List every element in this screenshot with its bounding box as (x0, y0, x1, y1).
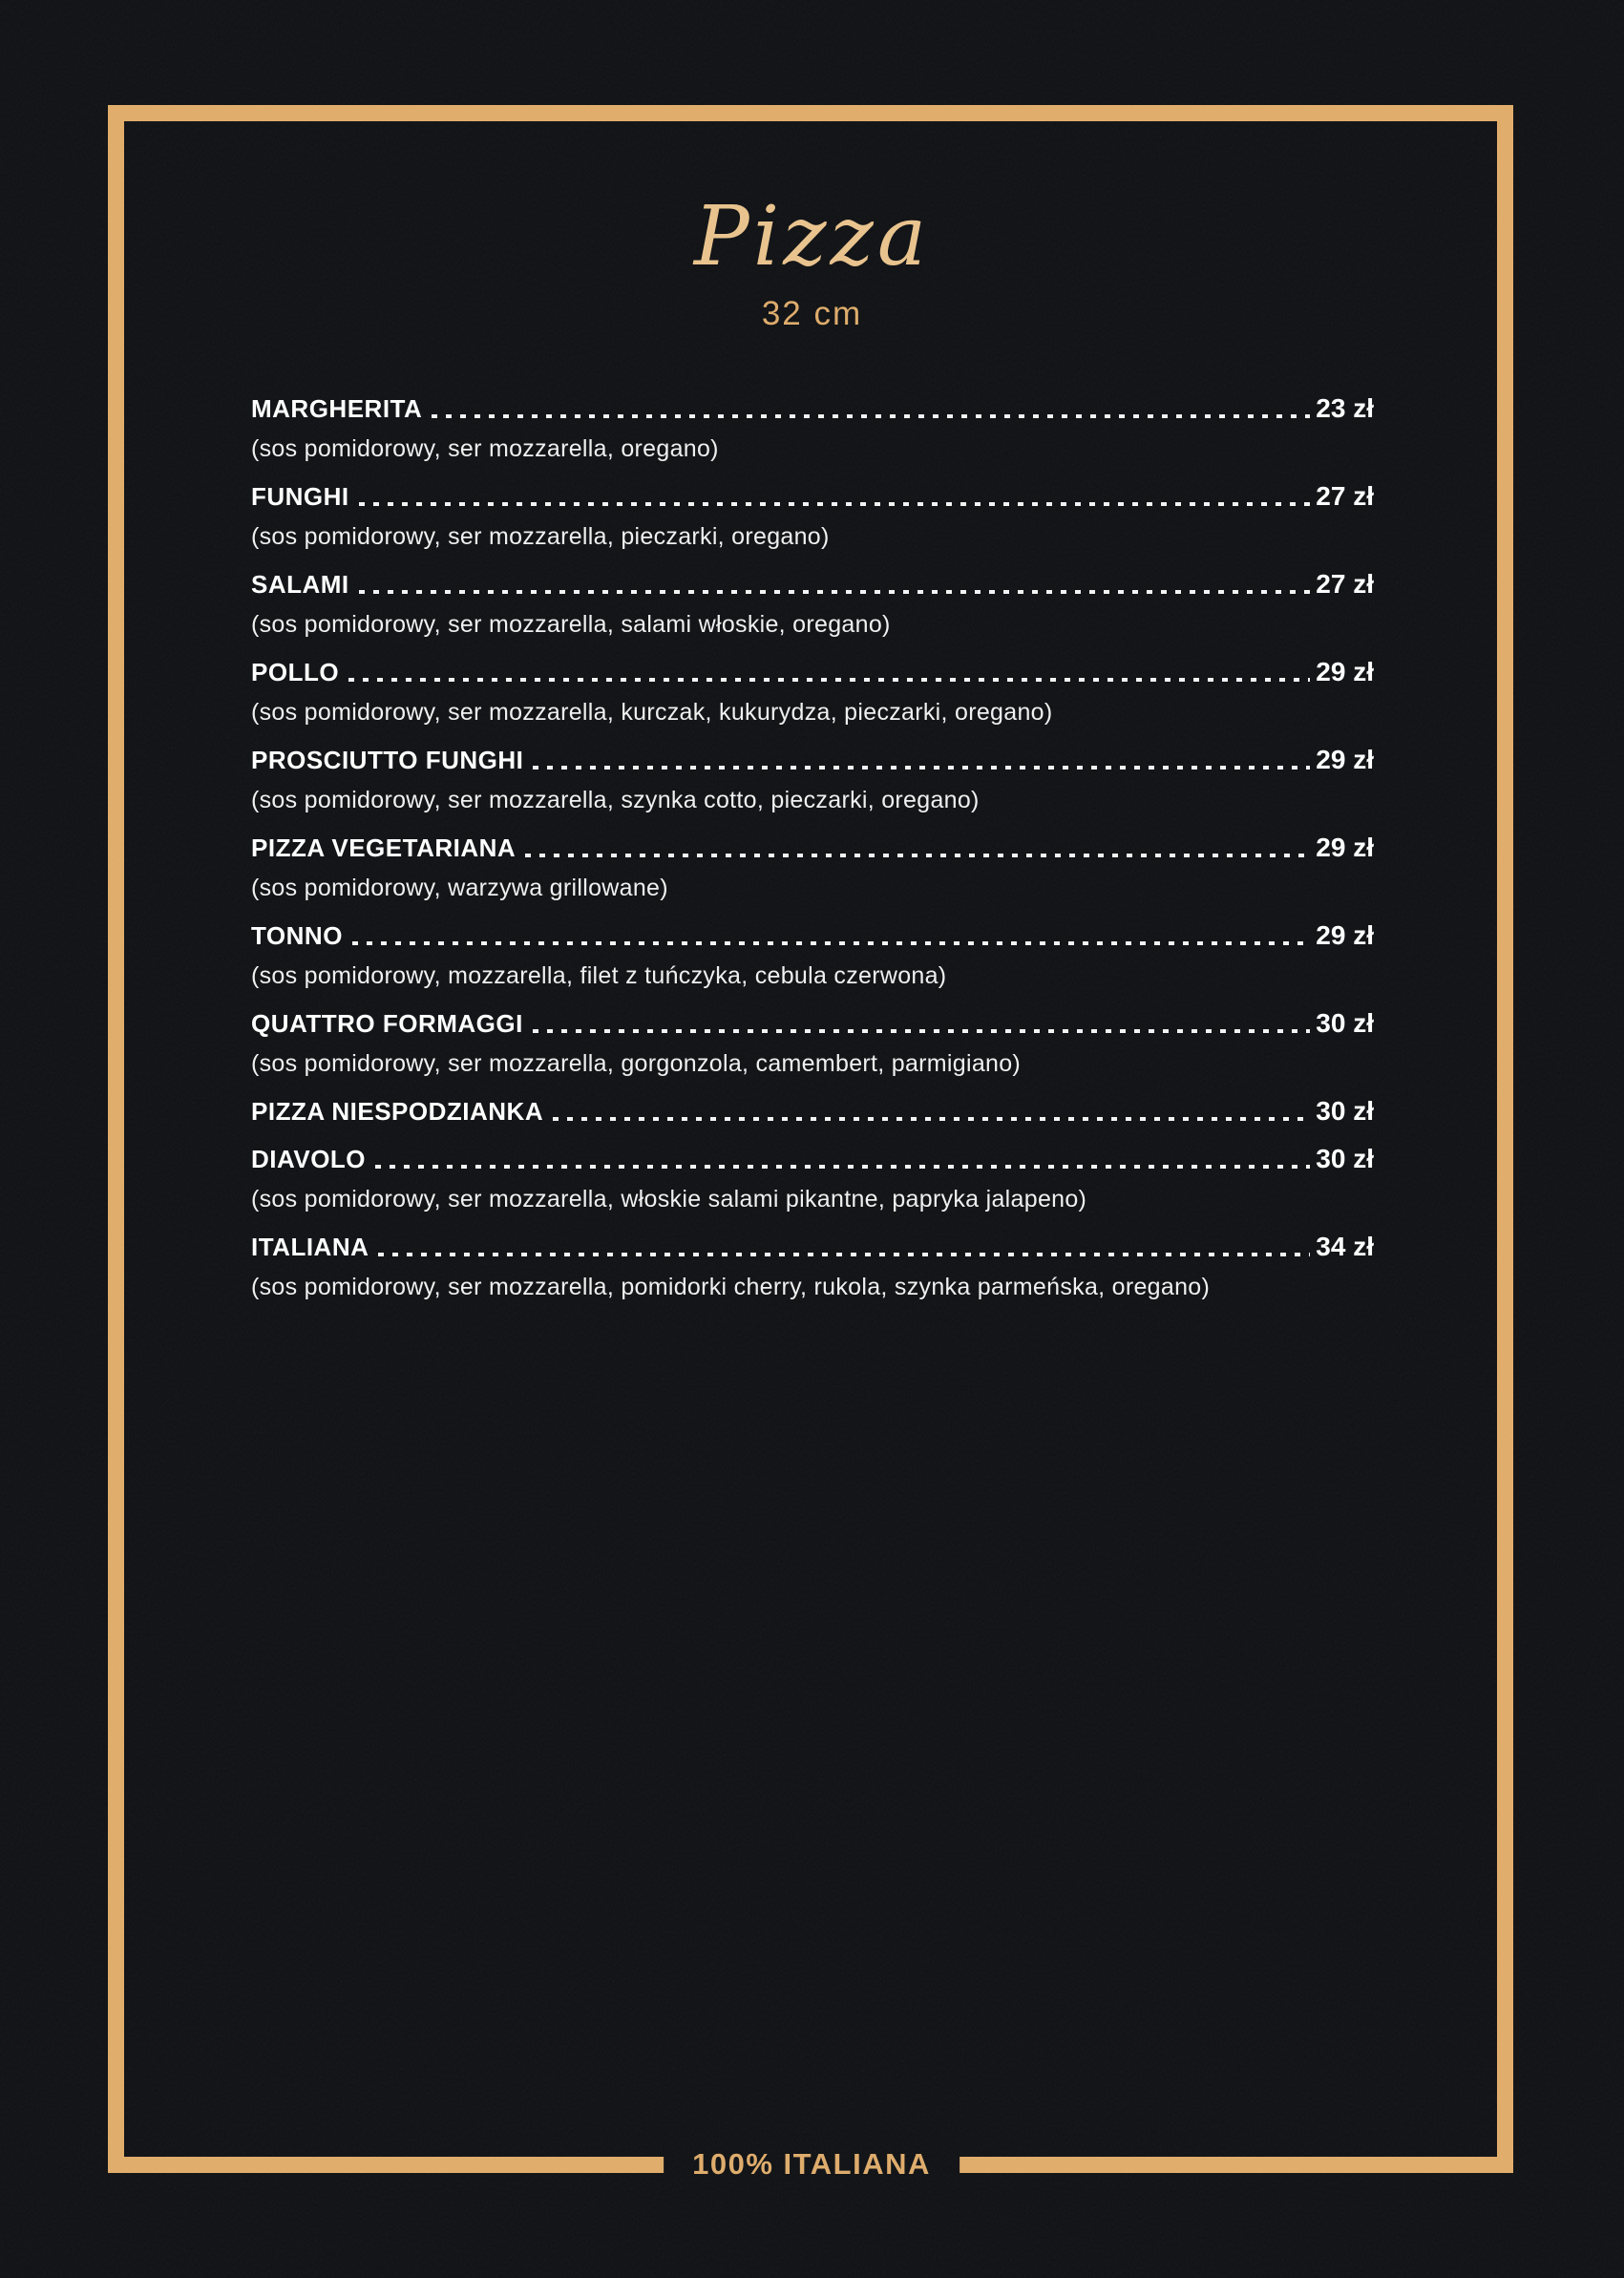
item-description: (sos pomidorowy, warzywa grillowane) (251, 875, 668, 901)
dotted-leader (553, 1117, 1310, 1121)
item-price: 30 zł (1316, 1008, 1374, 1038)
dotted-leader (348, 678, 1310, 682)
item-price: 23 zł (1316, 393, 1374, 423)
footer-slogan: 100% ITALIANA (664, 2140, 960, 2189)
item-name: MARGHERITA (251, 394, 423, 423)
dotted-leader (359, 590, 1311, 594)
dotted-leader (352, 941, 1310, 945)
menu-item (251, 917, 1374, 995)
menu-item-row (251, 1092, 1374, 1130)
item-name: ITALIANA (251, 1233, 369, 1261)
menu-item-row (251, 565, 1374, 603)
menu-item-row (251, 1004, 1374, 1043)
item-name: TONNO (251, 921, 343, 950)
item-description: (sos pomidorowy, ser mozzarella, pieczarki, oregano) (251, 523, 830, 550)
dotted-leader (533, 766, 1310, 770)
item-price: 27 zł (1316, 481, 1374, 511)
menu-item (251, 1140, 1374, 1218)
menu-header (0, 189, 1624, 333)
menu-item-row (251, 741, 1374, 779)
dotted-leader (432, 414, 1310, 418)
item-description: (sos pomidorowy, ser mozzarella, salami włoskie, oregano) (251, 611, 891, 638)
item-description: (sos pomidorowy, ser mozzarella, włoskie salami pikantne, papryka jalapeno) (251, 1186, 1087, 1213)
pizza-size-label: 32 cm (761, 295, 863, 332)
menu-item (251, 653, 1374, 731)
item-price: 29 zł (1316, 745, 1374, 774)
menu-item-row (251, 390, 1374, 428)
item-price: 30 zł (1316, 1144, 1374, 1173)
item-description: (sos pomidorowy, ser mozzarella, szynka cotto, pieczarki, oregano) (251, 787, 980, 813)
page-title: Pizza (693, 189, 931, 285)
item-price: 30 zł (1316, 1096, 1374, 1126)
item-name: FUNGHI (251, 482, 349, 511)
menu-item (251, 1228, 1374, 1306)
item-name: QUATTRO FORMAGGI (251, 1009, 523, 1038)
menu-item (251, 477, 1374, 556)
item-price: 29 zł (1316, 657, 1374, 686)
menu-item-row (251, 653, 1374, 691)
menu-item (251, 741, 1374, 819)
item-description: (sos pomidorowy, ser mozzarella, oregano) (251, 435, 719, 462)
menu-item (251, 1004, 1374, 1083)
dotted-leader (378, 1253, 1310, 1256)
item-name: PIZZA NIESPODZIANKA (251, 1097, 544, 1126)
menu-item-row (251, 829, 1374, 867)
item-description: (sos pomidorowy, ser mozzarella, kurczak, kukurydza, pieczarki, oregano) (251, 699, 1053, 726)
item-name: SALAMI (251, 570, 349, 599)
dotted-leader (525, 854, 1310, 857)
menu-item-row (251, 1140, 1374, 1178)
item-price: 29 zł (1316, 833, 1374, 862)
menu-item (251, 829, 1374, 907)
menu-item-row (251, 917, 1374, 955)
item-name: DIAVOLO (251, 1145, 367, 1173)
dotted-leader (359, 502, 1311, 506)
menu-item-row (251, 1228, 1374, 1266)
item-price: 29 zł (1316, 920, 1374, 950)
item-price: 27 zł (1316, 569, 1374, 599)
dotted-leader (375, 1165, 1310, 1169)
item-name: PROSCIUTTO FUNGHI (251, 746, 524, 774)
menu-item (251, 565, 1374, 643)
item-description: (sos pomidorowy, ser mozzarella, pomidorki cherry, rukola, szynka parmeńska, oregano) (251, 1274, 1211, 1300)
item-description: (sos pomidorowy, ser mozzarella, gorgonzola, camembert, parmigiano) (251, 1050, 1022, 1077)
item-name: POLLO (251, 658, 340, 686)
menu-item-row (251, 477, 1374, 516)
item-description: (sos pomidorowy, mozzarella, filet z tuńczyka, cebula czerwona) (251, 962, 947, 989)
menu-item (251, 1092, 1374, 1130)
menu-list (251, 390, 1374, 1316)
item-price: 34 zł (1316, 1232, 1374, 1261)
item-name: PIZZA VEGETARIANA (251, 833, 517, 862)
dotted-leader (533, 1029, 1310, 1033)
menu-item (251, 390, 1374, 468)
